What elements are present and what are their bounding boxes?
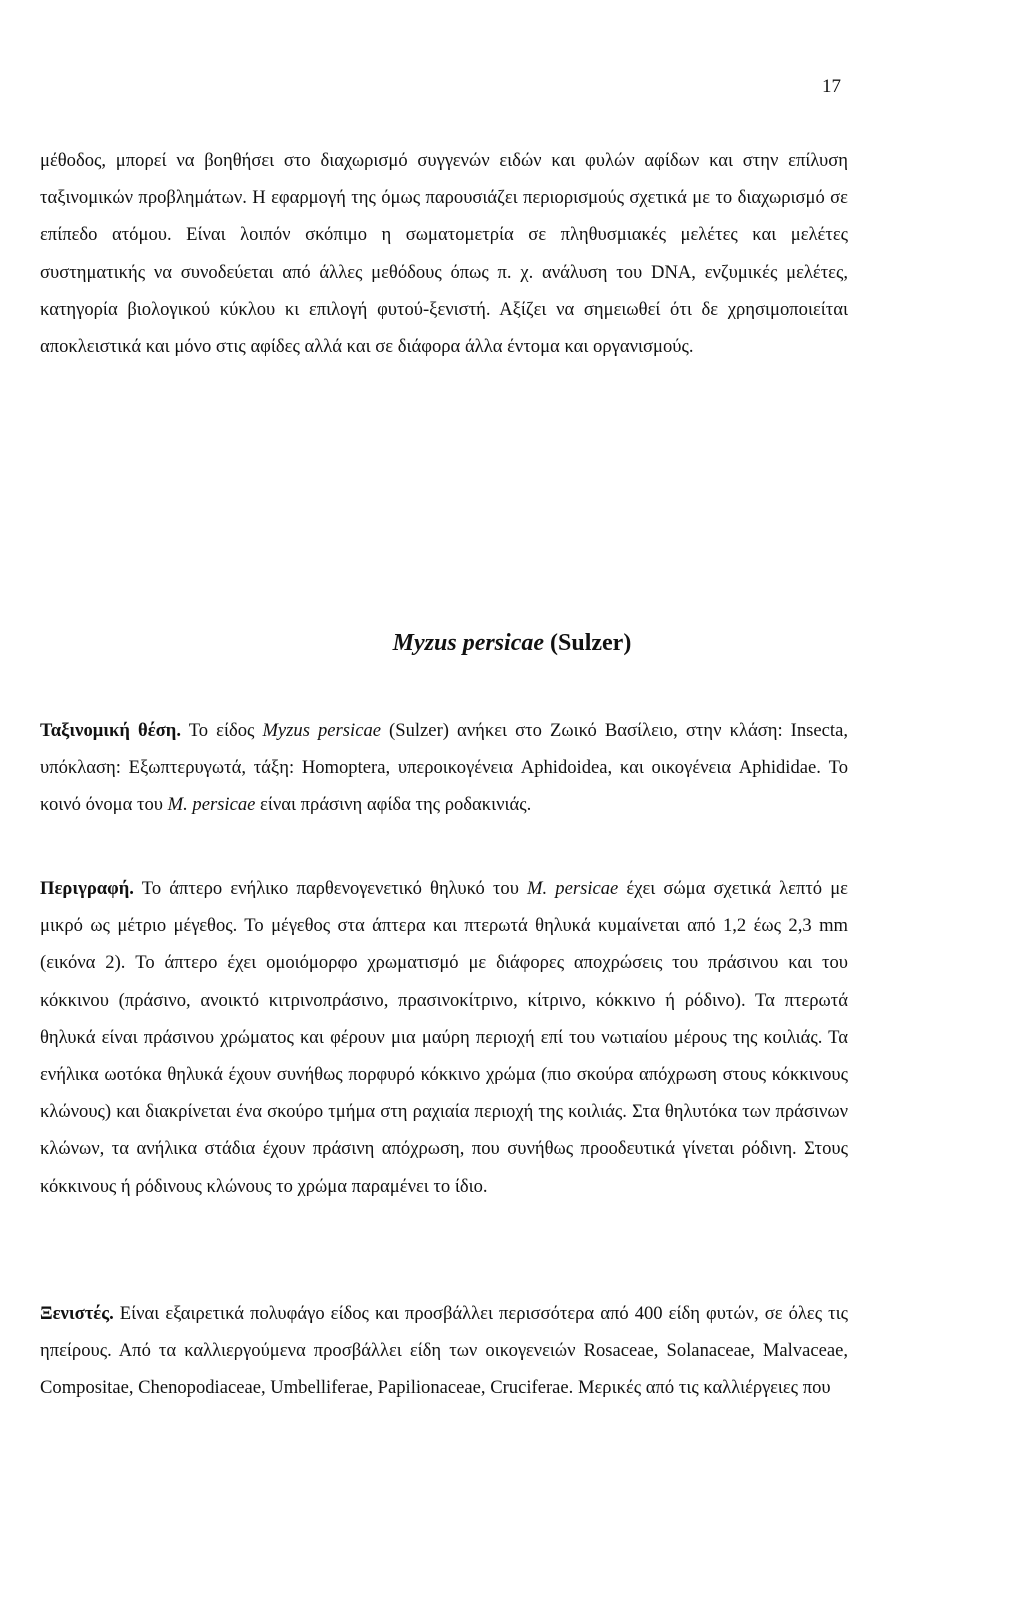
intro-paragraph: μέθοδος, μπορεί να βοηθήσει στο διαχωρισμό συγγενών ειδών και φυλών αφίδων και στην επίλυση ταξινομικών προβλημάτων. Η εφαρμογή της όμως παρουσιάζει περιορισμούς σχετικά με το διαχωρισμό σε επίπεδο ατόμου. Είναι λοιπόν σκόπιμο η σωματομετρία σε πληθυσμιακές μελέτες και μελέτες συστηματικής να συνοδεύεται από άλλες μεθόδους όπως π. χ. ανάλυση του DNA, ενζυμικές μελέτες, κατηγορία βιολογικού κύκλου κι επιλογή φυτού-ξενιστή. Αξίζει να σημειωθεί ότι δε χρησιμοποιείται αποκλειστικά και μόνο στις αφίδες αλλά και σε διάφορα άλλα έντομα και οργανισμούς.	[40, 150, 848, 358]
page-number: 17	[822, 76, 841, 97]
taxonomy-abbr: M. persicae	[167, 794, 256, 816]
section-heading	[0, 630, 1024, 657]
taxonomy-text-2: (Sulzer) ανήκει στο Ζωικό Βασίλειο, στην κλάση: Insecta, υπόκλαση: Εξωπτερυγωτά, τάξη: Homoptera, υπεροικογένεια Aphidoidea, και οικογένεια Aphididae. Το κοινό όνομα του	[40, 720, 848, 816]
taxonomy-species: Myzus persicae	[262, 720, 381, 741]
hosts-paragraph	[40, 1295, 848, 1407]
taxonomy-text-1: Το είδος	[180, 720, 263, 741]
hosts-text: Είναι εξαιρετικά πολυφάγο είδος και προσβάλλει περισσότερα από 400 είδη φυτών, σε όλες τις ηπείρους. Από τα καλλιεργούμενα προσβάλλει είδη των οικογενειών Rosaceae, Solanaceae, Malvaceae, Compositae, Chenopodiaceae, Umbelliferae, Papilionaceae, Cruciferae. Μερικές από τις καλλιέργειες που	[40, 1303, 848, 1399]
taxonomy-text-3: είναι πράσινη αφίδα της ροδακινιάς.	[255, 794, 532, 816]
description-text-1: Το άπτερο ενήλικο παρθενογενετικό θηλυκό του	[133, 878, 528, 899]
description-abbr: M. persicae	[527, 878, 619, 899]
taxonomy-label: Ταξινομική θέση.	[40, 720, 181, 741]
heading-author: (Sulzer)	[550, 630, 632, 656]
description-text-2: έχει σώμα σχετικά λεπτό με μικρό ως μέτριο μέγεθος. Το μέγεθος στα άπτερα και πτερωτά θηλυκά κυμαίνεται από 1,2 έως 2,3 mm (εικόνα 2). Το άπτερο έχει ομοιόμορφο χρωματισμό με διάφορες αποχρώσεις του πράσινου και του κόκκινου (πράσινο, ανοικτό κιτρινοπράσινο, πρασινοκίτρινο, κίτρινο, κόκκινο ή ρόδινο). Τα πτερωτά θηλυκά είναι πράσινου χρώματος και φέρουν μια μαύρη περιοχή επί του νωτιαίου μέρους της κοιλιάς. Τα ενήλικα ωοτόκα θηλυκά έχουν συνήθως πορφυρό κόκκινο χρώμα (πιο σκούρα απόχρωση στους κόκκινους κλώνους) και διακρίνεται ένα σκούρο τμήμα στη ραχιαία περιοχή της κοιλιάς. Στα θηλυτόκα των πράσινων κλώνων, τα ανήλικα στάδια έχουν πράσινη απόχρωση, που συνήθως προοδευτικά γίνεται ρόδινη. Στους κόκκινους ή ρόδινους κλώνους το χρώμα παραμένει το ίδιο.	[40, 878, 848, 1197]
taxonomy-paragraph	[40, 712, 848, 824]
description-paragraph	[40, 870, 848, 1205]
description-label: Περιγραφή.	[40, 878, 134, 899]
heading-species: Myzus persicae	[392, 630, 544, 656]
hosts-label: Ξενιστές.	[40, 1303, 114, 1324]
